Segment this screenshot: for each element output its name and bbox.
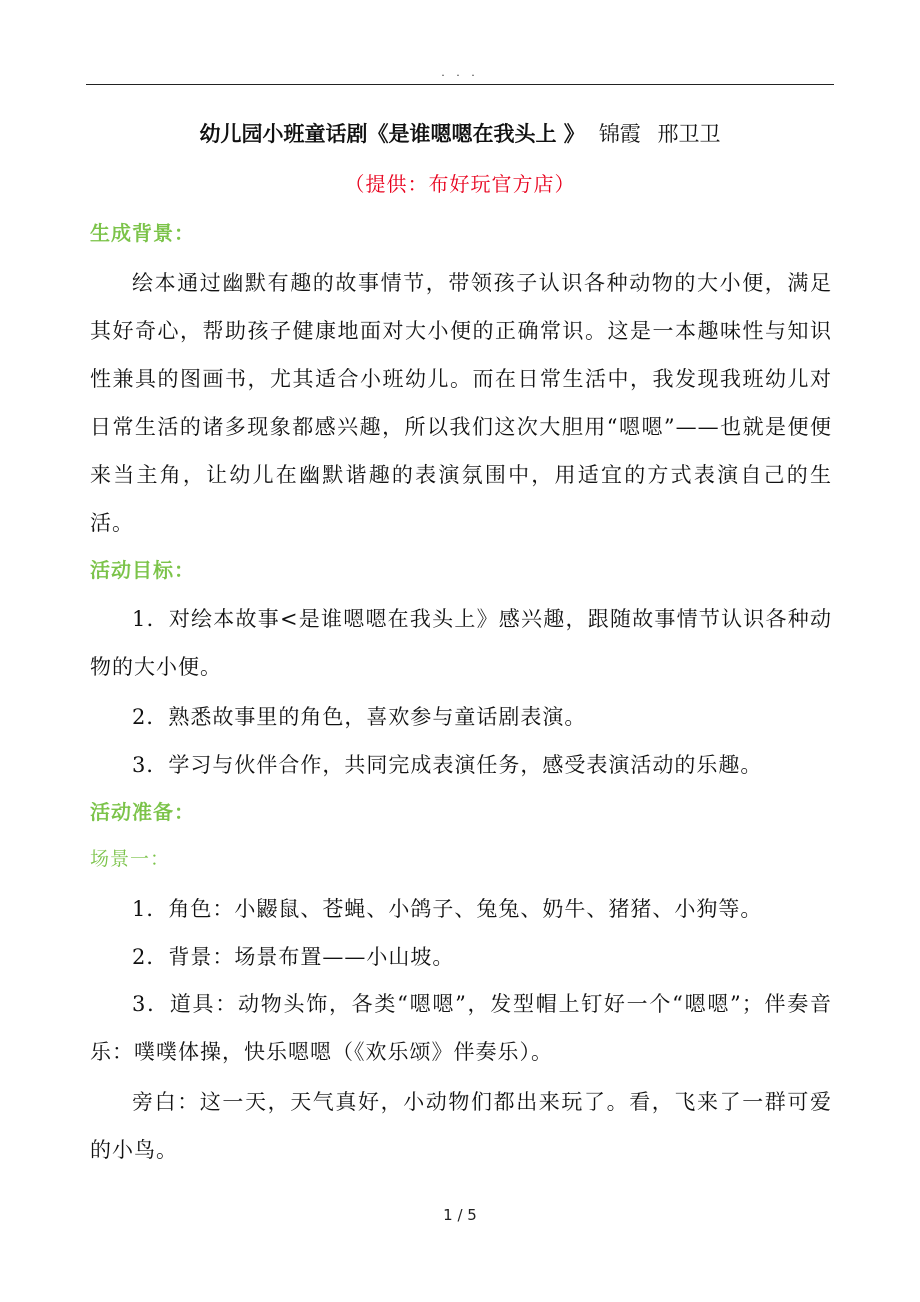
goal-item-1: 1．对绘本故事<是谁嗯嗯在我头上》感兴趣，跟随故事情节认识各种动物的大小便。: [90, 607, 832, 679]
scene-label: 场景一：: [90, 848, 171, 870]
heading-background: 生成背景：: [90, 221, 195, 245]
page-number: 1 / 5: [443, 1206, 477, 1224]
document-title: [86, 118, 834, 150]
page-header-dots: . . .: [441, 66, 479, 79]
heading-preparation: 活动准备：: [90, 800, 195, 824]
title-authors: 锦霞 邢卫卫: [598, 122, 721, 146]
prep-item-1: 1．角色：小鼹鼠、苍蝇、小鸽子、兔兔、奶牛、猪猪、小狗等。: [132, 897, 763, 921]
subtitle-provider: （提供：布好玩官方店）: [344, 172, 576, 196]
paragraph-background: 绘本通过幽默有趣的故事情节，带领孩子认识各种动物的大小便，满足其好奇心，帮助孩子健康地面对大小便的正确常识。这是一本趣味性与知识性兼具的图画书，尤其适合小班幼儿。而在日常生活中，我发现我班幼儿对日常生活的诸多现象都感兴趣，所以我们这次大胆用“嗯嗯”——也就是便便来当主角，让幼儿在幽默谐趣的表演氛围中，用适宜的方式表演自己的生活。: [90, 271, 832, 535]
prep-item-2: 2．背景：场景布置——小山坡。: [132, 945, 455, 969]
header-divider: [86, 84, 834, 85]
narration: 旁白：这一天，天气真好，小动物们都出来玩了。看，飞来了一群可爱的小鸟。: [90, 1090, 832, 1162]
goal-item-3: 3．学习与伙伴合作，共同完成表演任务，感受表演活动的乐趣。: [132, 753, 763, 777]
title-main: 幼儿园小班童话剧《是谁嗯嗯在我头上 》: [199, 121, 585, 146]
prep-item-3: 3．道具：动物头饰，各类“嗯嗯”，发型帽上钉好一个“嗯嗯”；伴奏音乐：噗噗体操，快乐嗯嗯（《欢乐颂》伴奏乐）。: [90, 992, 832, 1064]
heading-goals: 活动目标：: [90, 558, 195, 582]
goal-item-2: 2．熟悉故事里的角色，喜欢参与童话剧表演。: [132, 705, 587, 729]
